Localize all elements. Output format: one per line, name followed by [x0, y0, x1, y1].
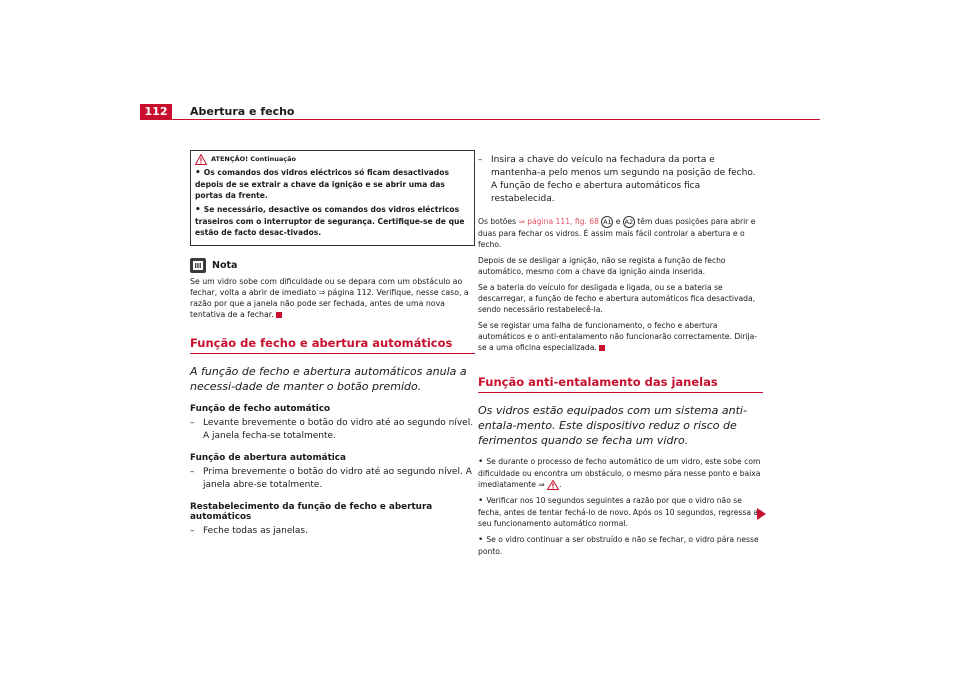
- warning-triangle-icon: [547, 480, 559, 490]
- bullet-icon: •: [195, 205, 201, 215]
- chapter-title: Abertura e fecho: [190, 105, 295, 118]
- paragraph: Se a bateria do veículo for desligada e ligada, ou se a bateria se descarregar, a função de fecho e abertura automáticos fica desactivada, sendo necessário restabelecê-la.: [478, 283, 756, 314]
- step-item: – Prima brevemente o botão do vidro até ao segundo nível. A janela abre-se totalmente.: [190, 467, 472, 490]
- next-page-arrow-icon: [757, 508, 766, 520]
- warning-item: • Os comandos dos vidros eléctricos só ficam desactivados depois de se extrair a chave da ignição e se abrir uma das portas da frente.: [195, 168, 449, 200]
- header-rule: [140, 119, 820, 120]
- note-text: Se um vidro sobe com dificuldade ou se depara com um obstáculo ao fechar, volta a abrir de imediato ⇒ página 112. Verifique, nesse caso, a razão por que a janela não pode ser fechada, antes de uma nova tentativa de a fechar.: [190, 277, 469, 319]
- section-rule: [478, 392, 763, 393]
- section-title: Função anti-entalamento das janelas: [478, 375, 718, 389]
- subheading: Função de fecho automático: [190, 404, 331, 414]
- left-column: [190, 150, 475, 538]
- list-item: • Verificar nos 10 segundos seguintes a razão por que o vidro não se fecha, antes de tentar fechá-lo de novo. Após os 10 segundos, regressa ao seu funcionamento automático normal.: [478, 496, 763, 528]
- section-lead: A função de fecho e abertura automáticos anula a necessi-dade de manter o botão premido.: [190, 365, 467, 393]
- page-number: 112: [140, 104, 172, 119]
- end-mark-icon: [276, 312, 282, 318]
- button-label-a2: A2: [624, 218, 634, 226]
- button-label-a1: A1: [603, 218, 612, 226]
- right-column: [478, 150, 763, 557]
- list-item: • Se durante o processo de fecho automático de um vidro, este sobe com dificuldade ou encontra um obstáculo, o mesmo pára nesse ponto e baixa imediatamente ⇒ .: [478, 457, 761, 489]
- bullet-icon: •: [195, 168, 201, 178]
- end-mark-icon: [599, 345, 605, 351]
- subheading: Função de abertura automática: [190, 453, 346, 463]
- bullet-icon: •: [478, 457, 484, 467]
- note-icon: [190, 258, 206, 273]
- subheading: Restabelecimento da função de fecho e abertura automáticos: [190, 502, 433, 522]
- note-header: [190, 258, 475, 273]
- warning-triangle-icon: [195, 154, 207, 165]
- note-title: Nota: [212, 260, 238, 271]
- warning-title: ATENÇÃO! Continuação: [211, 155, 296, 163]
- bullet-icon: •: [478, 535, 484, 545]
- paragraph: Depois de se desligar a ignição, não se regista a função de fecho automático, mesmo com a chave da ignição ainda inserida.: [478, 256, 726, 276]
- step-item: – Levante brevemente o botão do vidro até ao segundo nível. A janela fecha-se totalmente.: [190, 418, 474, 441]
- step-item: – Feche todas as janelas.: [190, 526, 308, 536]
- section-title: Função de fecho e abertura automáticos: [190, 336, 453, 350]
- step-item: – Insira a chave do veículo na fechadura da porta e mantenha-a pelo menos um segundo na posição de fecho. A função de fecho e abertura automáticos fica restabelecida.: [478, 155, 756, 204]
- bullet-icon: •: [478, 496, 484, 506]
- warning-box: [190, 150, 475, 246]
- paragraph: Se se registar uma falha de funcionamento, o fecho e abertura automáticos e o anti-entalamento não funcionarão correctamente. Dirija-se a uma oficina especializada.: [478, 321, 758, 352]
- section-rule: [190, 353, 475, 354]
- warning-item: • Se necessário, desactive os comandos dos vidros eléctricos traseiros com o interruptor de segurança. Certifique-se de que estão de facto desac-tivados.: [195, 205, 465, 237]
- page-reference-link[interactable]: ⇒ página 111, fig. 68: [518, 217, 599, 226]
- section-lead: Os vidros estão equipados com um sistema anti-entala-mento. Este dispositivo reduz o risco de ferimentos quando se fecha um vidro.: [478, 404, 747, 447]
- paragraph: Os botões ⇒ página 111, fig. 68 A1 e A2 têm duas posições para abrir e duas para fechar os vidros. É assim mais fácil controlar a abertura e o fecho.: [478, 217, 756, 249]
- warning-header: [195, 154, 470, 165]
- list-item: • Se o vidro continuar a ser obstruído e não se fechar, o vidro pára nesse ponto.: [478, 535, 759, 556]
